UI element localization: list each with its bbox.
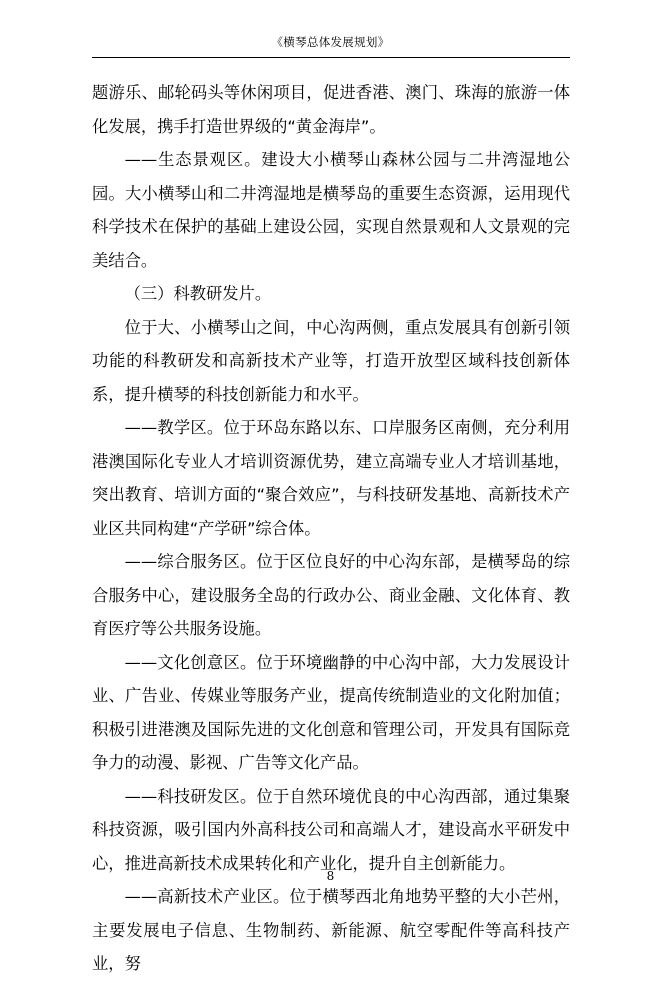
paragraph: ——科技研发区。位于自然环境优良的中心沟西部，通过集聚科技资源，吸引国内外高科技公司和高端人才，建设高水平研发中心，推进高新技术成果转化和产业化，提升自主创新能力。 — [92, 786, 570, 873]
page-number: 8 — [326, 869, 335, 883]
page-header: 《横琴总体发展规划》 — [271, 35, 390, 49]
paragraph: ——综合服务区。位于区位良好的中心沟东部，是横琴岛的综合服务中心，建设服务全岛的行政办公、商业金融、文化体育、教育医疗等公共服务设施。 — [92, 552, 570, 638]
paragraph: ——教学区。位于环岛东路以东、口岸服务区南侧，充分利用港澳国际化专业人才培训资源优势，建立高端专业人才培训基地，突出教育、培训方面的“聚合效应”，与科技研发基地、高新技术产业区共同构建“产学研”综合体。 — [92, 418, 570, 538]
paragraph: ——文化创意区。位于环境幽静的中心沟中部，大力发展设计业、广告业、传媒业等服务产业，提高传统制造业的文化附加值；积极引进港澳及国际先进的文化创意和管理公司，开发具有国际竞争力的动漫、影视、广告等文化产品。 — [92, 652, 570, 772]
header-divider — [92, 57, 570, 58]
paragraph: ——生态景观区。建设大小横琴山森林公园与二井湾湿地公园。大小横琴山和二井湾湿地是横琴岛的重要生态资源，运用现代科学技术在保护的基础上建设公园，实现自然景观和人文景观的完美结合。 — [92, 150, 570, 270]
paragraph: ——高新技术产业区。位于横琴西北角地势平整的大小芒州，主要发展电子信息、生物制药、新能源、航空零配件等高科技产业，努 — [92, 887, 570, 973]
paragraph: 题游乐、邮轮码头等休闲项目，促进香港、澳门、珠海的旅游一体化发展，携手打造世界级的“黄金海岸”。 — [92, 83, 570, 136]
paragraph: （三）科教研发片。 — [124, 284, 272, 303]
document-body — [92, 76, 570, 981]
paragraph: 位于大、小横琴山之间，中心沟两侧，重点发展具有创新引领功能的科教研发和高新技术产业等，打造开放型区域科技创新体系，提升横琴的科技创新能力和水平。 — [92, 317, 570, 404]
